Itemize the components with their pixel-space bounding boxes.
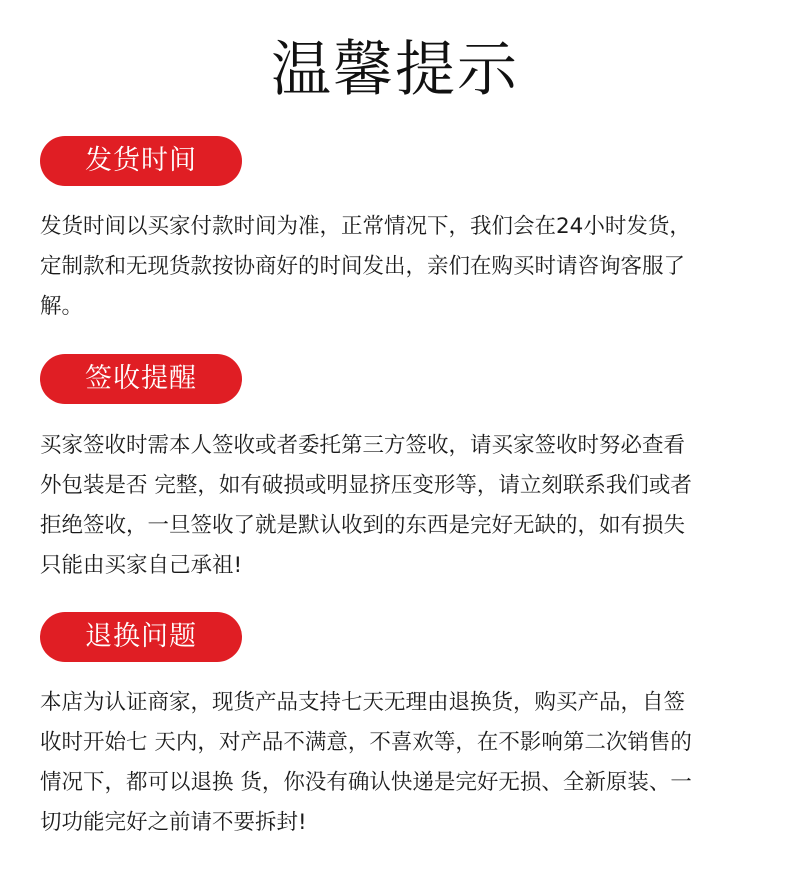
section-body-signing-reminder: 买家签收时需本人签收或者委托第三方签收，请买家签收时努必查看 外包装是否 完整，如有破损或明显挤压变形等，请立刻联系我们或者 拒绝签收，一旦签收了就是默认收到的东西是完好无缺的，如有损失 只能由买家自己承祖!	[40, 433, 692, 578]
section-heading-shipping-time: 发货时间	[40, 136, 242, 186]
section-body-shipping-time: 发货时间以买家付款时间为准，正常情况下，我们会在24小时发货， 定制款和无现货款按协商好的时间发出，亲们在购买时请咨询客服了 解。	[40, 214, 691, 319]
section-body-return-exchange: 本店为认证商家，现货产品支持七天无理由退换货，购买产品，自签 收时开始七 天内，对产品不满意，不喜欢等，在不影响第二次销售的 情况下，都可以退换 货，你没有确认快递是完好无损、全新原装、一 切功能完好之前请不要拆封!	[40, 690, 692, 835]
section-heading-signing-reminder: 签收提醒	[40, 354, 242, 404]
page-title: 温馨提示	[271, 35, 519, 105]
section-heading-return-exchange: 退换问题	[40, 612, 242, 662]
